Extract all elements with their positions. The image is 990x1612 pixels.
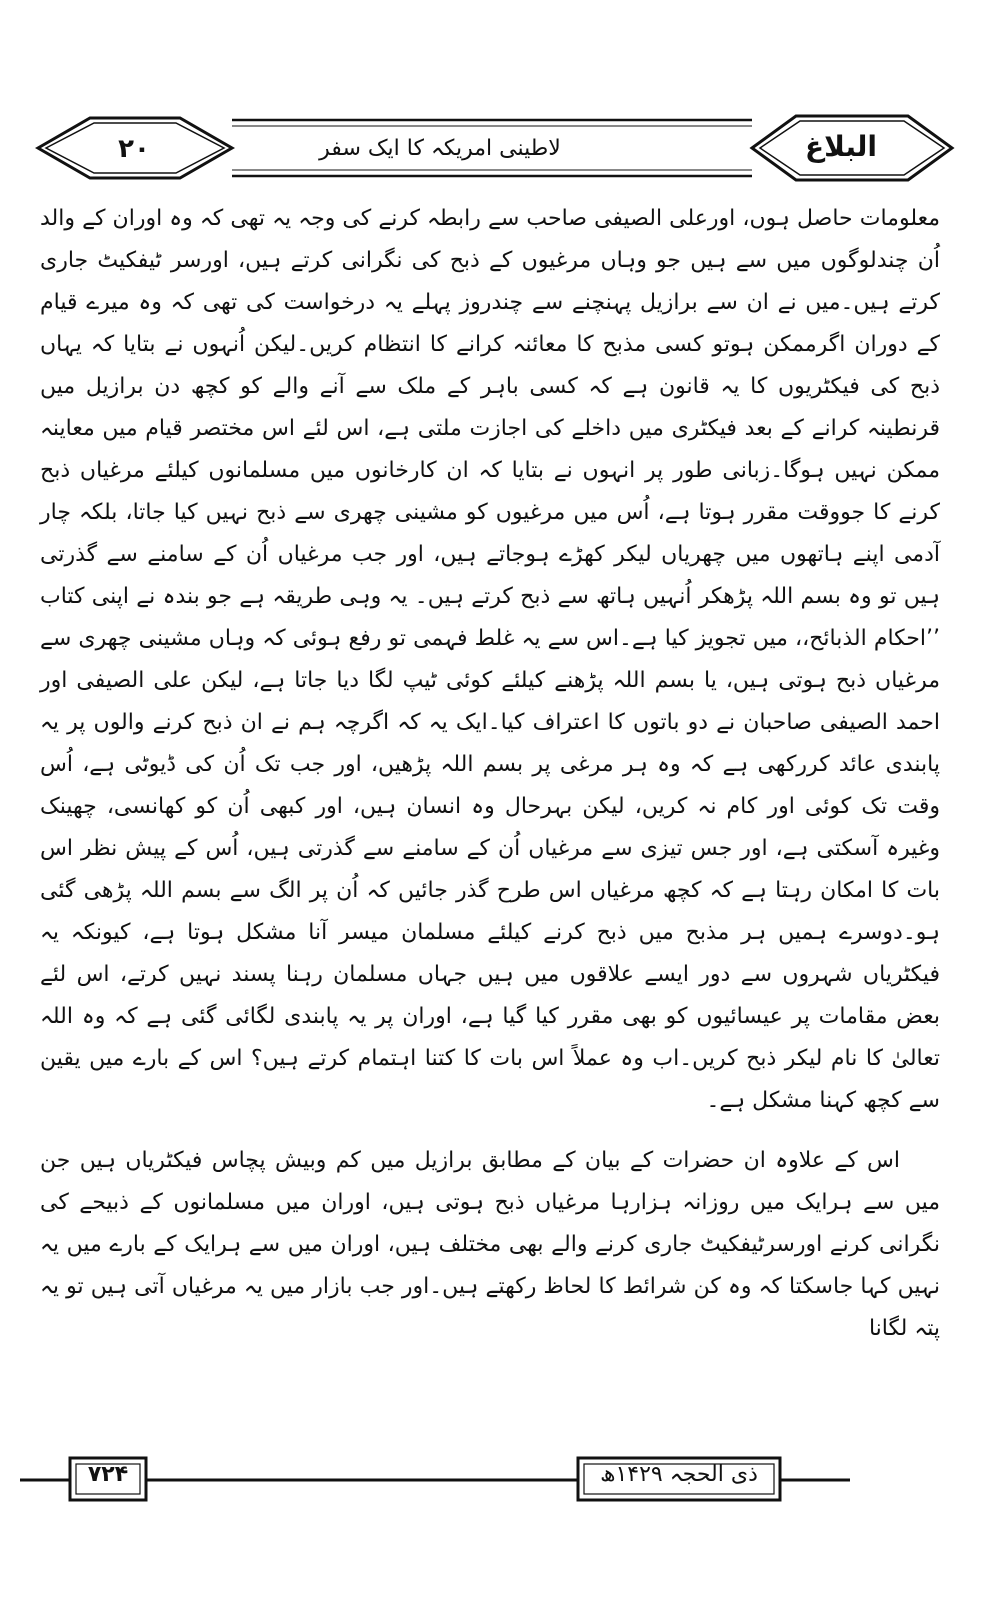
issue-date: ذی الحجہ ۱۴۲۹ھ (600, 1462, 758, 1487)
header-page-number: ۲۰ (118, 134, 150, 164)
magazine-logo: البلاغ (805, 130, 877, 163)
page-header (30, 112, 960, 184)
page-footer (20, 1452, 970, 1508)
running-title: لاطینی امریکہ کا ایک سفر (319, 136, 561, 161)
footer-page-number: ۷۲۴ (87, 1462, 129, 1487)
footer-frame (20, 1452, 970, 1508)
paragraph-2: اس کے علاوہ ان حضرات کے بیان کے مطابق برازیل میں کم وبیش پچاس فیکٹریاں ہیں جن میں سے ہرایک میں روزانہ ہزارہا مرغیاں ذبح ہوتی ہیں، اوران میں مسلمانوں کے ذبیحے کی نگرانی کرنے اورسرٹیفکیٹ جاری کرنے والے بھی مختلف ہیں، اوران میں سے ہرایک کے بارے میں یہ نہیں کہا جاسکتا کہ وہ کن شرائط کا لحاظ رکھتے ہیں۔اور جب بازار میں یہ مرغیاں آتی ہیں تو یہ پتہ لگانا (40, 1148, 940, 1341)
paragraph-1: معلومات حاصل ہوں، اورعلی الصیفی صاحب سے رابطہ کرنے کی وجہ یہ تھی کہ وہ اوران کے والد اُن چندلوگوں میں سے ہیں جو وہاں مرغیوں کے ذبح کی نگرانی کرتے ہیں، اورسر ٹیفکیٹ جاری کرتے ہیں۔میں نے ان سے برازیل پہنچنے سے چندروز پہلے یہ درخواست کی تھی کہ وہ میرے قیام کے دوران اگرممکن ہوتو کسی مذبح کا معائنہ کرانے کا انتظام کریں۔لیکن اُنہوں نے بتایا کہ یہاں ذبح کی فیکٹریوں کا یہ قانون ہے کہ کسی باہر کے ملک سے آنے والے کو کچھ دن برازیل میں قرنطینہ کرانے کے بعد فیکٹری میں داخلے کی اجازت ملتی ہے، اس لئے اس مختصر قیام میں معاینہ ممکن نہیں ہوگا۔زبانی طور پر انہوں نے بتایا کہ ان کارخانوں میں مسلمانوں کیلئے مرغیاں ذبح کرنے کا جووقت مقرر ہوتا ہے، اُس میں مرغیوں کو مشینی چھری سے ذبح نہیں کیا جاتا، بلکہ چار آدمی اپنے ہاتھوں میں چھریاں لیکر کھڑے ہوجاتے ہیں، اور جب مرغیاں اُن کے سامنے سے گذرتی ہیں تو وہ بسم اللہ پڑھکر اُنہیں ہاتھ سے ذبح کرتے ہیں۔ یہ وہی طریقہ ہے جو بندہ نے اپنی کتاب ’’احکام الذبائح،، میں تجویز کیا ہے۔اس سے یہ غلط فہمی تو رفع ہوئی کہ وہاں مشینی چھری سے مرغیاں ذبح ہوتی ہیں، یا بسم اللہ پڑھنے کیلئے کوئی ٹیپ لگا دیا جاتا ہے، لیکن علی الصیفی اور احمد الصیفی صاحبان نے دو باتوں کا اعتراف کیا۔ایک یہ کہ اگرچہ ہم نے ان ذبح کرنے والوں پر یہ پابندی عائد کررکھی ہے کہ وہ ہر مرغی پر بسم اللہ پڑھیں، اور جب تک اُن کی ڈیوٹی ہے، اُس وقت تک کوئی اور کام نہ کریں، لیکن بہرحال وہ انسان ہیں، اور کبھی اُن کو کھانسی، چھینک وغیرہ آسکتی ہے، اور جس تیزی سے مرغیاں اُن کے سامنے سے گذرتی ہیں، اُس کے پیش نظر اس بات کا امکان رہتا ہے کہ کچھ مرغیاں اس طرح گذر جائیں کہ اُن پر الگ سے بسم اللہ پڑھی گئی ہو۔دوسرے ہمیں ہر مذبح میں ذبح کرنے کیلئے مسلمان میسر آنا مشکل ہوتا ہے، کیونکہ یہ فیکٹریاں شہروں سے دور ایسے علاقوں میں ہیں جہاں مسلمان رہنا پسند نہیں کرتے، اس لئے بعض مقامات پر عیسائیوں کو بھی مقرر کیا گیا ہے، اوران پر یہ پابندی لگائی گئی ہے کہ وہ اللہ تعالیٰ کا نام لیکر ذبح کریں۔اب وہ عملاً اس بات کا کتنا اہتمام کرتے ہیں؟ اس کے بارے میں یقین سے کچھ کہنا مشکل ہے۔ (40, 206, 940, 1113)
article-body (40, 198, 940, 1350)
